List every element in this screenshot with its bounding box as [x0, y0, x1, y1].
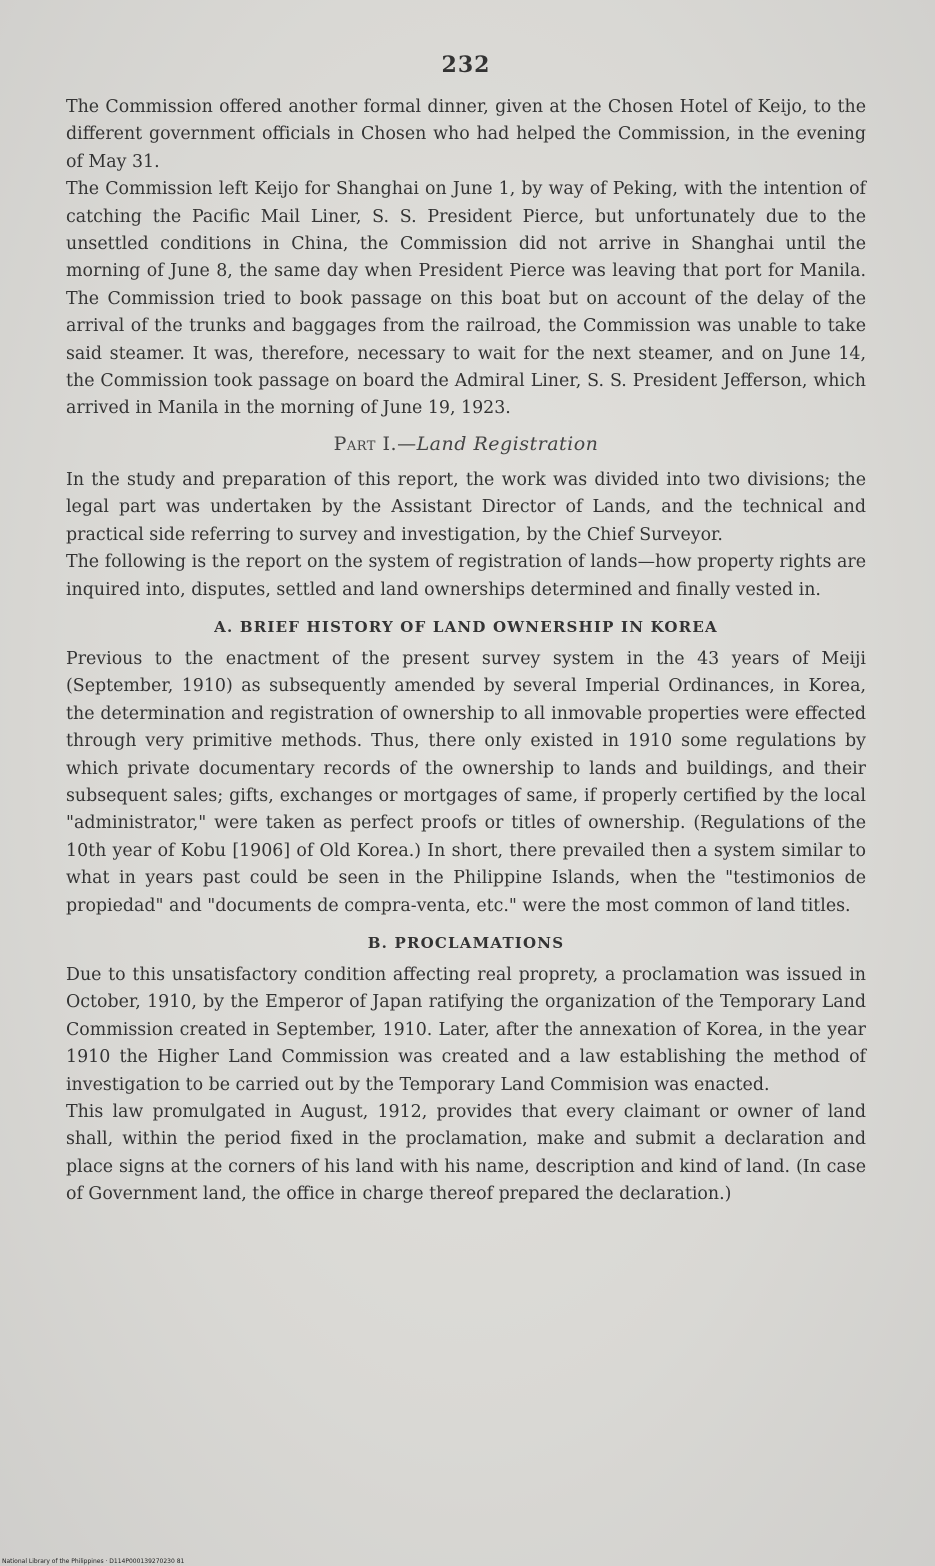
page-number: 232	[441, 52, 491, 78]
paragraph-study: In the study and preparation of this report, the work was divided into two divisions; the legal part was undertaken by the Assistant Director of Lands, and the technical and practical side referring to survey and investigation, by the Chief Surveyor.	[66, 469, 866, 545]
section-heading-proclamations: B. PROCLAMATIONS	[367, 933, 565, 952]
part-heading	[66, 433, 866, 455]
paragraph-departure: The Commission left Keijo for Shanghai on June 1, by way of Peking, with the intention of catching the Pacific Mail Liner, S. S. President Pierce, but unfortunately due to the unsettled conditions in China, the Commission did not arrive in Shanghai until the morning of June 8, the same day when President Pierce was leaving that port for Manila. The Commission tried to book passage on this boat but on account of the delay of the arrival of the trunks and baggages from the railroad, the Commission was unable to take said steamer. It was, therefore, necessary to wait for the next steamer, and on June 14, the Commission took passage on board the Admiral Liner, S. S. President Jefferson, which arrived in Manila in the morning of June 19, 1923.	[66, 179, 866, 419]
paragraph-proclamation: Due to this unsatisfactory condition affecting real proprety, a proclamation was issued in October, 1910, by the Emperor of Japan ratifying the organization of the Temporary Land Commission created in September, 1910. Later, after the annexation of Korea, in the year 1910 the Higher Land Commission was created and a law establishing the method of investigation to be carried out by the Temporary Land Commision was enacted.	[66, 964, 866, 1095]
page-content	[66, 52, 866, 1209]
part-heading-title: Land Registration	[416, 432, 599, 455]
section-heading-history: A. BRIEF HISTORY OF LAND OWNERSHIP IN KOREA	[214, 617, 718, 636]
paragraph-law: This law promulgated in August, 1912, provides that every claimant or owner of land shall, within the period fixed in the proclamation, make and submit a declaration and place signs at the corners of his land with his name, description and kind of land. (In case of Government land, the office in charge thereof prepared the declaration.)	[66, 1102, 866, 1205]
paragraph-report: The following is the report on the system of registration of lands—how property rights are inquired into, disputes, settled and land ownerships determined and finally vested in.	[66, 552, 866, 600]
scan-footer: National Library of the Philippines · D114P000139270230 81	[2, 1558, 185, 1565]
paragraph-dinner: The Commission offered another formal dinner, given at the Chosen Hotel of Keijo, to the different government officials in Chosen who had helped the Commission, in the evening of May 31.	[66, 97, 866, 172]
part-heading-prefix: Part I.	[333, 432, 398, 455]
paragraph-history: Previous to the enactment of the present survey system in the 43 years of Meiji (September, 1910) as subsequently amended by several Imperial Ordinances, in Korea, the determination and registration of ownership to all inmovable properties were effected through very primitive methods. Thus, there only existed in 1910 some regulations by which private documentary records of the ownership to lands and buildings, and their subsequent sales; gifts, exchanges or mortgages of same, if properly certified by the local "administrator," were taken as perfect proofs or titles of ownership. (Regulations of the 10th year of Kobu [1906] of Old Korea.) In short, there prevailed then a system similar to what in years past could be seen in the Philippine Islands, when the "testimonios de propiedad" and "documents de compra-venta, etc." were the most common of land titles.	[66, 648, 866, 916]
part-heading-dash: —	[397, 432, 417, 455]
